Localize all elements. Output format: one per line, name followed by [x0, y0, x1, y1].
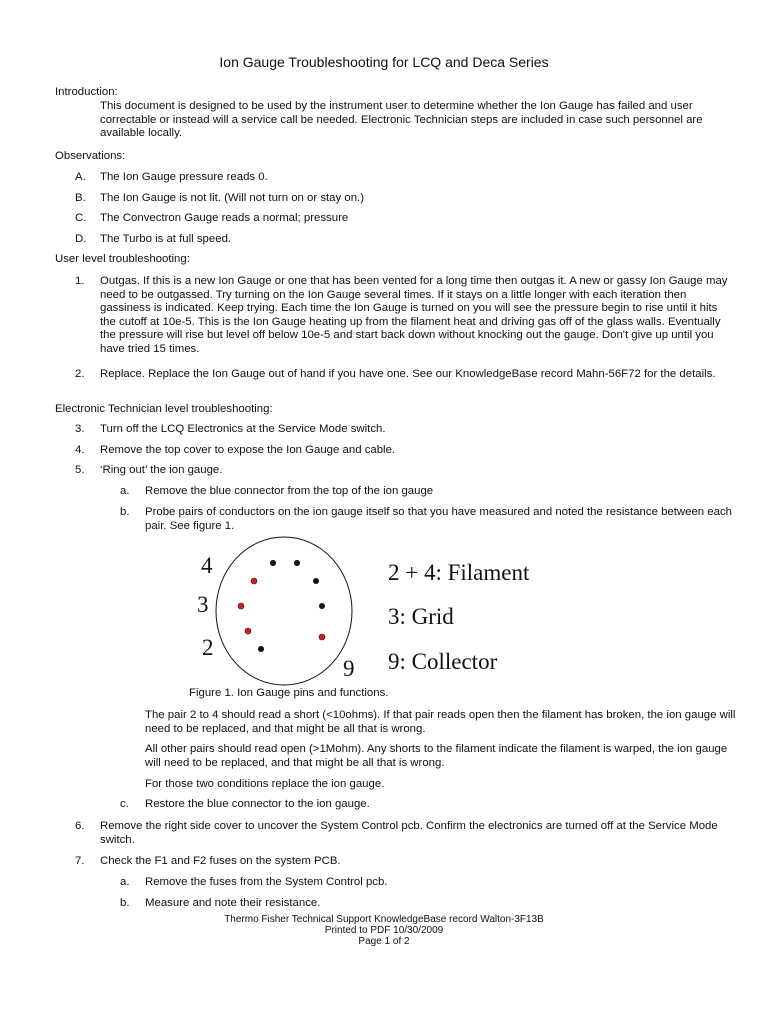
item-marker: 6.: [75, 820, 85, 832]
tech-substep: [120, 897, 321, 911]
pin-red: [238, 603, 244, 609]
pin-red: [245, 628, 251, 634]
item-marker: 1.: [75, 275, 85, 287]
item-marker: b.: [120, 506, 130, 518]
item-marker: b.: [120, 897, 130, 909]
item-text: ‘Ring out’ the ion gauge.: [100, 464, 223, 476]
pin-black: [319, 603, 325, 609]
footer-record: Thermo Fisher Technical Support KnowledgeBase record Walton-3F13B: [224, 914, 544, 925]
item-text: Replace. Replace the Ion Gauge out of hand if you have one. See our KnowledgeBase record Mahn-56F72 for the details.: [100, 368, 716, 380]
introduction-text: This document is designed to be used by the instrument user to determine whether the Ion Gauge has failed and user correctable or instead will a service call be needed. Electronic Technician steps are included in case such personnel are available locally.: [100, 100, 703, 140]
user-level-heading: User level troubleshooting:: [55, 253, 190, 265]
pin-red: [319, 634, 325, 640]
tech-step: [75, 820, 718, 846]
item-text: Restore the blue connector to the ion gauge.: [145, 798, 370, 810]
note-short: The pair 2 to 4 should read a short (<10ohms). If that pair reads open then the filament has broken, the ion gauge will need to be replaced, and that might be all that is wrong.: [145, 709, 736, 735]
item-text: The Convectron Gauge reads a normal; pressure: [100, 212, 349, 224]
item-marker: 4.: [75, 444, 85, 456]
tech-step: [75, 855, 341, 869]
note-replace: For those two conditions replace the ion gauge.: [145, 778, 385, 790]
item-text: Remove the right side cover to uncover the System Control pcb. Confirm the electronics are turned off at the Service Mode switch.: [100, 820, 718, 846]
item-text: Check the F1 and F2 fuses on the system PCB.: [100, 855, 341, 867]
item-marker: a.: [120, 876, 130, 888]
item-marker: c.: [120, 798, 129, 810]
pin-black: [270, 560, 276, 566]
pin-black: [294, 560, 300, 566]
item-text: Turn off the LCQ Electronics at the Service Mode switch.: [100, 423, 386, 435]
item-text: Remove the fuses from the System Control pcb.: [145, 876, 388, 888]
observations-heading: Observations:: [55, 150, 126, 162]
legend-collector: 9: Collector: [388, 649, 498, 674]
tech-substep: [120, 876, 388, 890]
item-text: Remove the blue connector from the top of the ion gauge: [145, 485, 434, 497]
document-title: Ion Gauge Troubleshooting for LCQ and Deca Series: [219, 54, 549, 70]
introduction-heading: Introduction:: [55, 86, 118, 98]
item-marker: A.: [75, 171, 86, 183]
legend-grid: 3: Grid: [388, 604, 454, 629]
pin-label-2: 2: [202, 635, 214, 660]
item-text: The Turbo is at full speed.: [100, 233, 232, 245]
legend-filament: 2 + 4: Filament: [388, 560, 530, 585]
pin-black: [258, 646, 264, 652]
footer-page: Page 1 of 2: [358, 936, 410, 947]
footer-printed: Printed to PDF 10/30/2009: [324, 925, 444, 936]
item-marker: B.: [75, 192, 86, 204]
item-marker: 7.: [75, 855, 85, 867]
item-text: The Ion Gauge is not lit. (Will not turn on or stay on.): [100, 192, 365, 204]
item-text: Probe pairs of conductors on the ion gauge itself so that you have measured and noted the resistance between each pair. See figure 1.: [145, 506, 733, 532]
item-text: The Ion Gauge pressure reads 0.: [100, 171, 268, 183]
item-text: Measure and note their resistance.: [145, 897, 321, 909]
item-marker: a.: [120, 485, 130, 497]
pin-red: [251, 578, 257, 584]
pin-label-3: 3: [197, 592, 209, 617]
tech-level-heading: Electronic Technician level troubleshooting:: [55, 403, 273, 415]
item-marker: C.: [75, 212, 87, 224]
pin-label-4: 4: [201, 553, 213, 578]
item-marker: 5.: [75, 464, 85, 476]
item-marker: D.: [75, 233, 87, 245]
item-marker: 2.: [75, 368, 85, 380]
item-text: Outgas. If this is a new Ion Gauge or one that has been vented for a long time then outgas it. A new or gassy Ion Gauge may need to be outgassed. Try turning on the Ion Gauge several times. If it stays on a little longer with each iteration then gassiness is indicated. Keep trying. Each time the Ion Gauge is turned on you will see the pressure begin to rise until it hits the cutoff at 10e-5. This is the Ion Gauge heating up from the filament heat and driving gas off of the glass walls. Eventually the pressure will rise but level off below 10e-5 and start back down without knocking out the gauge. Don't give up until you have tried 15 times.: [100, 275, 728, 355]
tech-substep: [120, 798, 370, 812]
pin-black: [313, 578, 319, 584]
item-marker: 3.: [75, 423, 85, 435]
gauge-outline: [216, 537, 352, 685]
note-open: All other pairs should read open (>1Mohm). Any shorts to the filament indicate the filament is warped, the ion gauge will need to be replaced, and that might be all that is wrong.: [145, 743, 728, 769]
item-text: Remove the top cover to expose the Ion Gauge and cable.: [100, 444, 396, 456]
figure-caption: Figure 1. Ion Gauge pins and functions.: [189, 687, 389, 699]
pin-label-9: 9: [343, 656, 355, 681]
